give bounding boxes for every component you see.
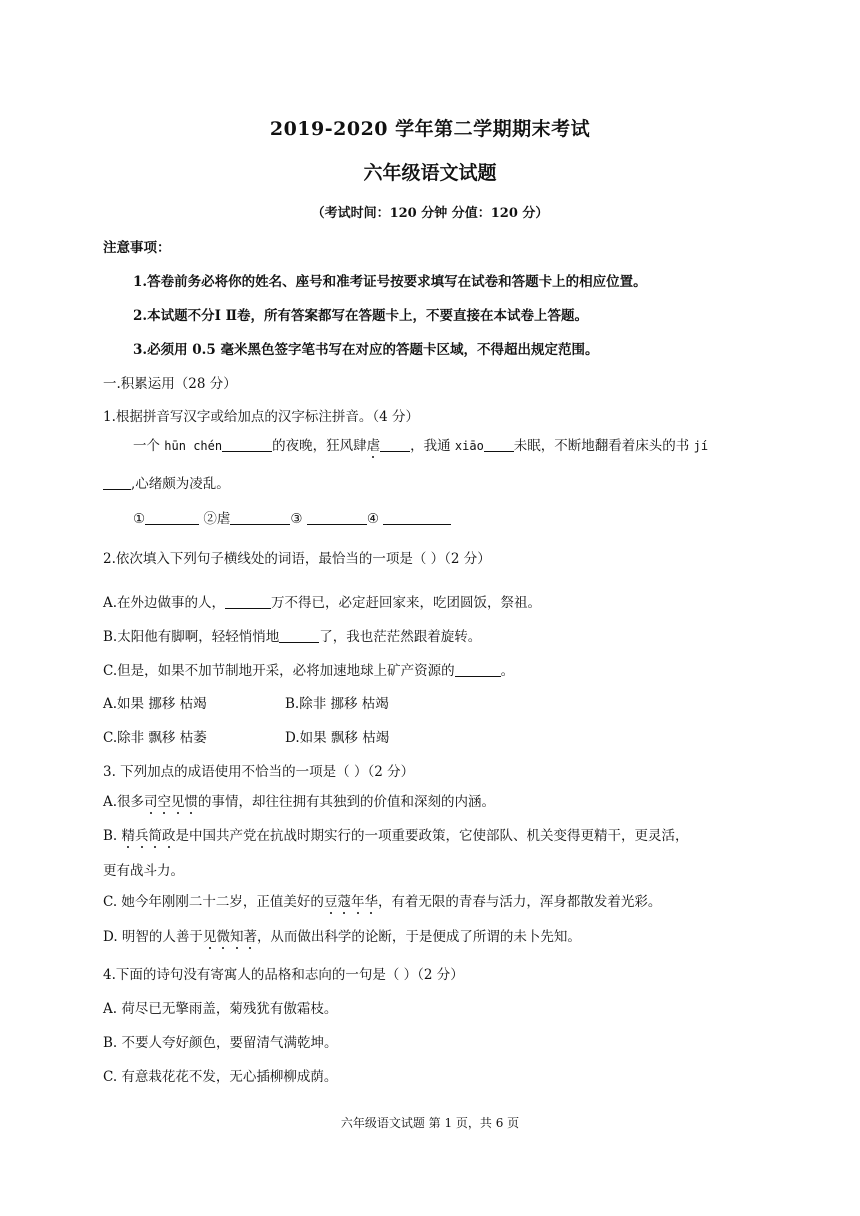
option-a: A.如果 挪移 枯竭 [103,696,207,712]
pinyin: jí [693,439,709,453]
question-4-option-a: A. 荷尽已无擎雨盖，菊残犹有傲霜枝。 [103,1001,338,1017]
dotted-char: 司 [144,794,158,810]
question-3-option-c: C. 她今年刚刚二十二岁，正值美好的豆蔻年华，有着无限的青春与活力，浑身都散发着光彩。 [103,894,662,910]
question-1-stem: 1.根据拼音写汉字或给加点的汉字标注拼音。（4 分） [103,409,420,425]
exam-info: （考试时间：120 分钟 分值：120 分） [311,206,549,221]
dotted-idiom [144,794,198,810]
section-heading: 一.积累运用（28 分） [103,376,237,392]
dotted-char: 精 [121,828,136,844]
answer-blank [279,628,319,643]
dotted-char: 虐 [366,438,381,454]
answer-blank [145,510,199,525]
dotted-char: 华 [364,894,378,910]
answer-blank [455,662,501,677]
dotted-char: 兵 [135,828,149,844]
question-3-option-b: B. 精兵简政是中国共产党在抗战时期实行的一项重要政策，它使部队、机关变得更精干，更灵活， [103,828,689,844]
dotted-char: 豆 [323,894,338,910]
note-item: 2.本试题不分Ⅰ Ⅱ卷，所有答案都写在答题卡上，不要直接在本试卷上答题。 [133,308,588,324]
dotted-idiom [203,929,257,945]
question-1-answers: ① ②虐 ③ ④ [133,507,451,527]
dotted-char: 蔻 [337,894,351,910]
question-2-options-row1 [103,692,389,712]
question-2-stem: 2.依次填入下列句子横线处的词语，最恰当的一项是（ ）（2 分） [103,551,491,567]
question-3-option-d: D. 明智的人善于见微知著，从而做出科学的论断，于是便成了所谓的未卜先知。 [103,929,581,945]
dotted-char: 空 [157,794,172,810]
question-3-option-a: A.很多司空见惯的事情，却往往拥有其独到的价值和深刻的内涵。 [103,794,496,810]
pinyin: hūn chén [164,439,223,453]
dotted-char: 政 [162,828,176,844]
notes-heading: 注意事项： [103,240,171,256]
dotted-char: 简 [148,828,163,844]
option-c: C.除非 飘移 枯萎 [103,730,207,746]
answer-blank [103,475,131,490]
question-3-stem: 3. 下列加点的成语使用不恰当的一项是（ ）（2 分） [103,764,415,780]
question-4-stem: 4.下面的诗句没有寄寓人的品格和志向的一句是（ ）（2 分） [103,967,464,983]
question-3-option-b-cont: 更有战斗力。 [103,863,184,879]
page-footer: 六年级语文试题 第 1 页，共 6 页 [340,1116,520,1130]
answer-blank [225,594,271,609]
answer-blank [383,510,451,525]
answer-blank [307,510,367,525]
answer-blank [484,437,514,452]
question-2-options-row2 [103,726,389,746]
answer-blank [230,510,290,525]
exam-subtitle: 六年级语文试题 [363,162,497,184]
note-item: 3.必须用 0.5 毫米黑色签字笔书写在对应的答题卡区域，不得超出规定范围。 [133,342,599,358]
note-item: 1.答卷前务必将你的姓名、座号和准考证号按要求填写在试卷和答题卡上的相应位置。 [133,274,647,290]
dotted-char: 知 [229,929,244,945]
answer-blank [380,437,410,452]
option-d: D.如果 飘移 枯竭 [285,730,390,746]
dotted-idiom [122,828,176,844]
question-1-text-cont: ,心绪颇为凌乱。 [103,472,230,492]
dotted-idiom [324,894,378,910]
question-2-sentence-b: B.太阳他有脚啊，轻轻悄悄地 了，我也茫茫然跟着旋转。 [103,629,482,645]
question-4-option-c: C. 有意栽花花不发，无心插柳柳成荫。 [103,1069,338,1085]
dotted-char: 著 [243,929,257,945]
question-2-sentence-a: A.在外边做事的人， 万不得已，必定赶回家来，吃团圆饭，祭祖。 [103,595,542,611]
answer-blank [222,437,272,452]
question-1-text: 一个 hūn chén 的夜晚，狂风肆虐 ，我通 xiāo 未眠，不断地翻看着床头的书 jí [133,438,709,454]
option-b: B.除非 挪移 枯竭 [285,696,389,712]
dotted-char: 见 [171,794,185,810]
question-2-sentence-c: C.但是，如果不加节制地开采，必将加速地球上矿产资源的 。 [103,663,515,679]
dotted-char: 微 [216,929,230,945]
dotted-char: 惯 [184,794,199,810]
exam-title: 2019-2020 学年第二学期期末考试 [269,118,591,140]
dotted-char: 年 [350,894,365,910]
question-4-option-b: B. 不要人夸好颜色，要留清气满乾坤。 [103,1035,338,1051]
pinyin: xiāo [454,439,484,453]
dotted-char: 见 [202,929,217,945]
